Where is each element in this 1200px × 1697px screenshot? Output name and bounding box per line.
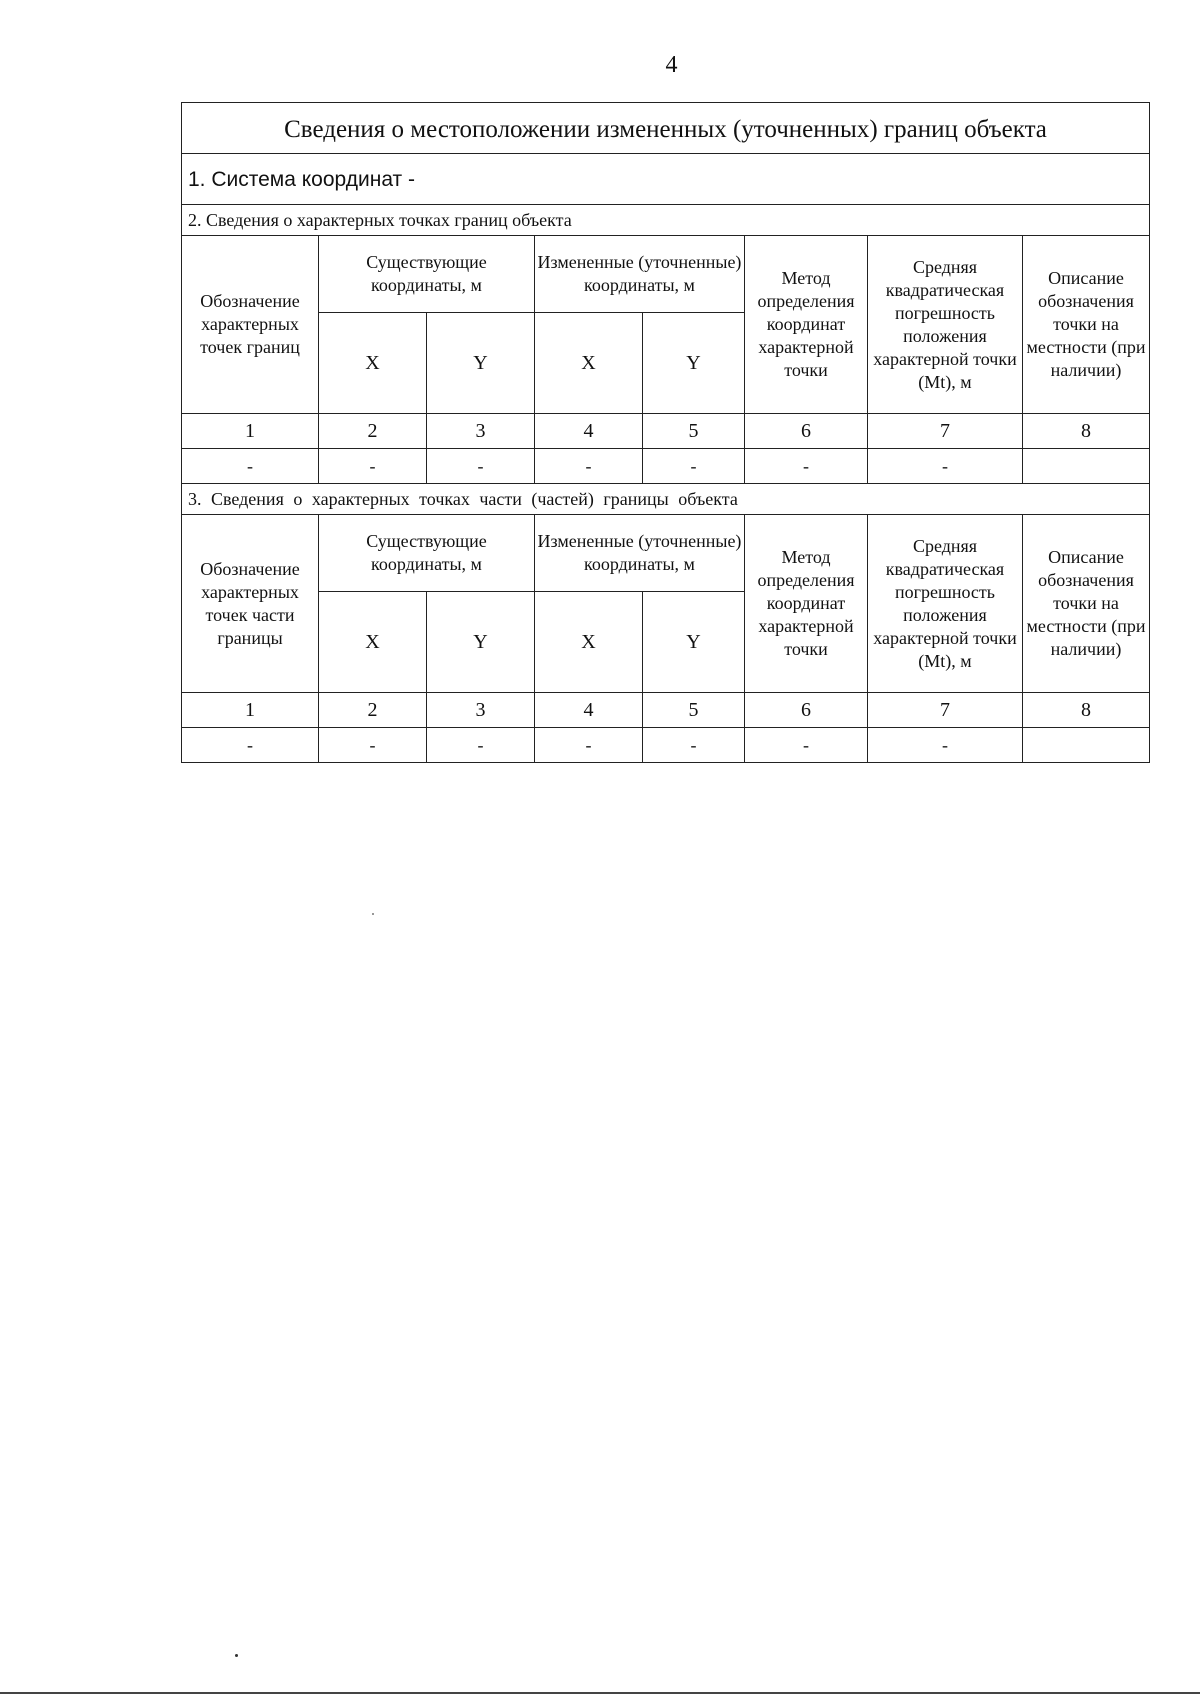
- s3-num-2: 2: [319, 693, 427, 728]
- s3-num-7: 7: [868, 693, 1023, 728]
- s2-num-7: 7: [868, 414, 1023, 449]
- s2-cell-4: -: [535, 449, 643, 484]
- s3-cell-8: [1023, 728, 1150, 763]
- s2-cell-6: -: [745, 449, 868, 484]
- s3-col-method: Метод определения координат характерной точки: [745, 515, 868, 693]
- s2-col-designation: Обозначение характерных точек границ: [182, 236, 319, 414]
- table-row: [182, 449, 1150, 484]
- page-number: 4: [665, 52, 678, 78]
- s3-cell-6: -: [745, 728, 868, 763]
- boundary-info-sheet: [181, 102, 1149, 763]
- s3-col-designation: Обозначение характерных точек части границы: [182, 515, 319, 693]
- s2-cell-7: -: [868, 449, 1023, 484]
- s3-cell-4: -: [535, 728, 643, 763]
- s3-existing-x: X: [319, 592, 427, 693]
- s2-existing-x: X: [319, 313, 427, 414]
- s2-col-description: Описание обозначения точки на местности (при наличии): [1023, 236, 1150, 414]
- coordinate-system: 1. Система координат -: [182, 154, 1150, 205]
- s3-num-5: 5: [643, 693, 745, 728]
- document-title: Сведения о местоположении измененных (уточненных) границ объекта: [182, 103, 1150, 154]
- s3-changed-y: Y: [643, 592, 745, 693]
- s3-num-4: 4: [535, 693, 643, 728]
- s2-cell-1: -: [182, 449, 319, 484]
- s3-num-8: 8: [1023, 693, 1150, 728]
- s2-col-error: Средняя квадратическая погрешность положения характерной точки (Mt), м: [868, 236, 1023, 414]
- s3-num-3: 3: [427, 693, 535, 728]
- scan-speck: [372, 913, 374, 915]
- s3-col-changed: Измененные (уточненные) координаты, м: [535, 515, 745, 592]
- s3-column-numbers: [182, 693, 1150, 728]
- s2-num-6: 6: [745, 414, 868, 449]
- s3-num-6: 6: [745, 693, 868, 728]
- s3-cell-2: -: [319, 728, 427, 763]
- s2-cell-2: -: [319, 449, 427, 484]
- s3-cell-3: -: [427, 728, 535, 763]
- s2-col-existing: Существующие координаты, м: [319, 236, 535, 313]
- scan-edge-line: [0, 1692, 1200, 1694]
- s3-existing-y: Y: [427, 592, 535, 693]
- scan-speck: [235, 1654, 238, 1657]
- s2-cell-8: [1023, 449, 1150, 484]
- s3-col-error: Средняя квадратическая погрешность положения характерной точки (Mt), м: [868, 515, 1023, 693]
- s3-num-1: 1: [182, 693, 319, 728]
- s2-cell-3: -: [427, 449, 535, 484]
- s3-cell-5: -: [643, 728, 745, 763]
- s3-cell-7: -: [868, 728, 1023, 763]
- s3-col-existing: Существующие координаты, м: [319, 515, 535, 592]
- s3-changed-x: X: [535, 592, 643, 693]
- section-3-heading: 3. Сведения о характерных точках части (частей) границы объекта: [182, 484, 1150, 515]
- s3-col-description: Описание обозначения точки на местности (при наличии): [1023, 515, 1150, 693]
- s2-num-4: 4: [535, 414, 643, 449]
- s2-changed-y: Y: [643, 313, 745, 414]
- s2-col-changed: Измененные (уточненные) координаты, м: [535, 236, 745, 313]
- s2-num-2: 2: [319, 414, 427, 449]
- table-row: [182, 728, 1150, 763]
- s2-cell-5: -: [643, 449, 745, 484]
- s2-col-method: Метод определения координат характерной точки: [745, 236, 868, 414]
- s2-column-numbers: [182, 414, 1150, 449]
- s2-existing-y: Y: [427, 313, 535, 414]
- s2-num-8: 8: [1023, 414, 1150, 449]
- s2-num-3: 3: [427, 414, 535, 449]
- section-2-heading: 2. Сведения о характерных точках границ объекта: [182, 205, 1150, 236]
- s2-num-1: 1: [182, 414, 319, 449]
- s3-cell-1: -: [182, 728, 319, 763]
- s2-num-5: 5: [643, 414, 745, 449]
- boundary-info-table: [181, 102, 1150, 763]
- s2-changed-x: X: [535, 313, 643, 414]
